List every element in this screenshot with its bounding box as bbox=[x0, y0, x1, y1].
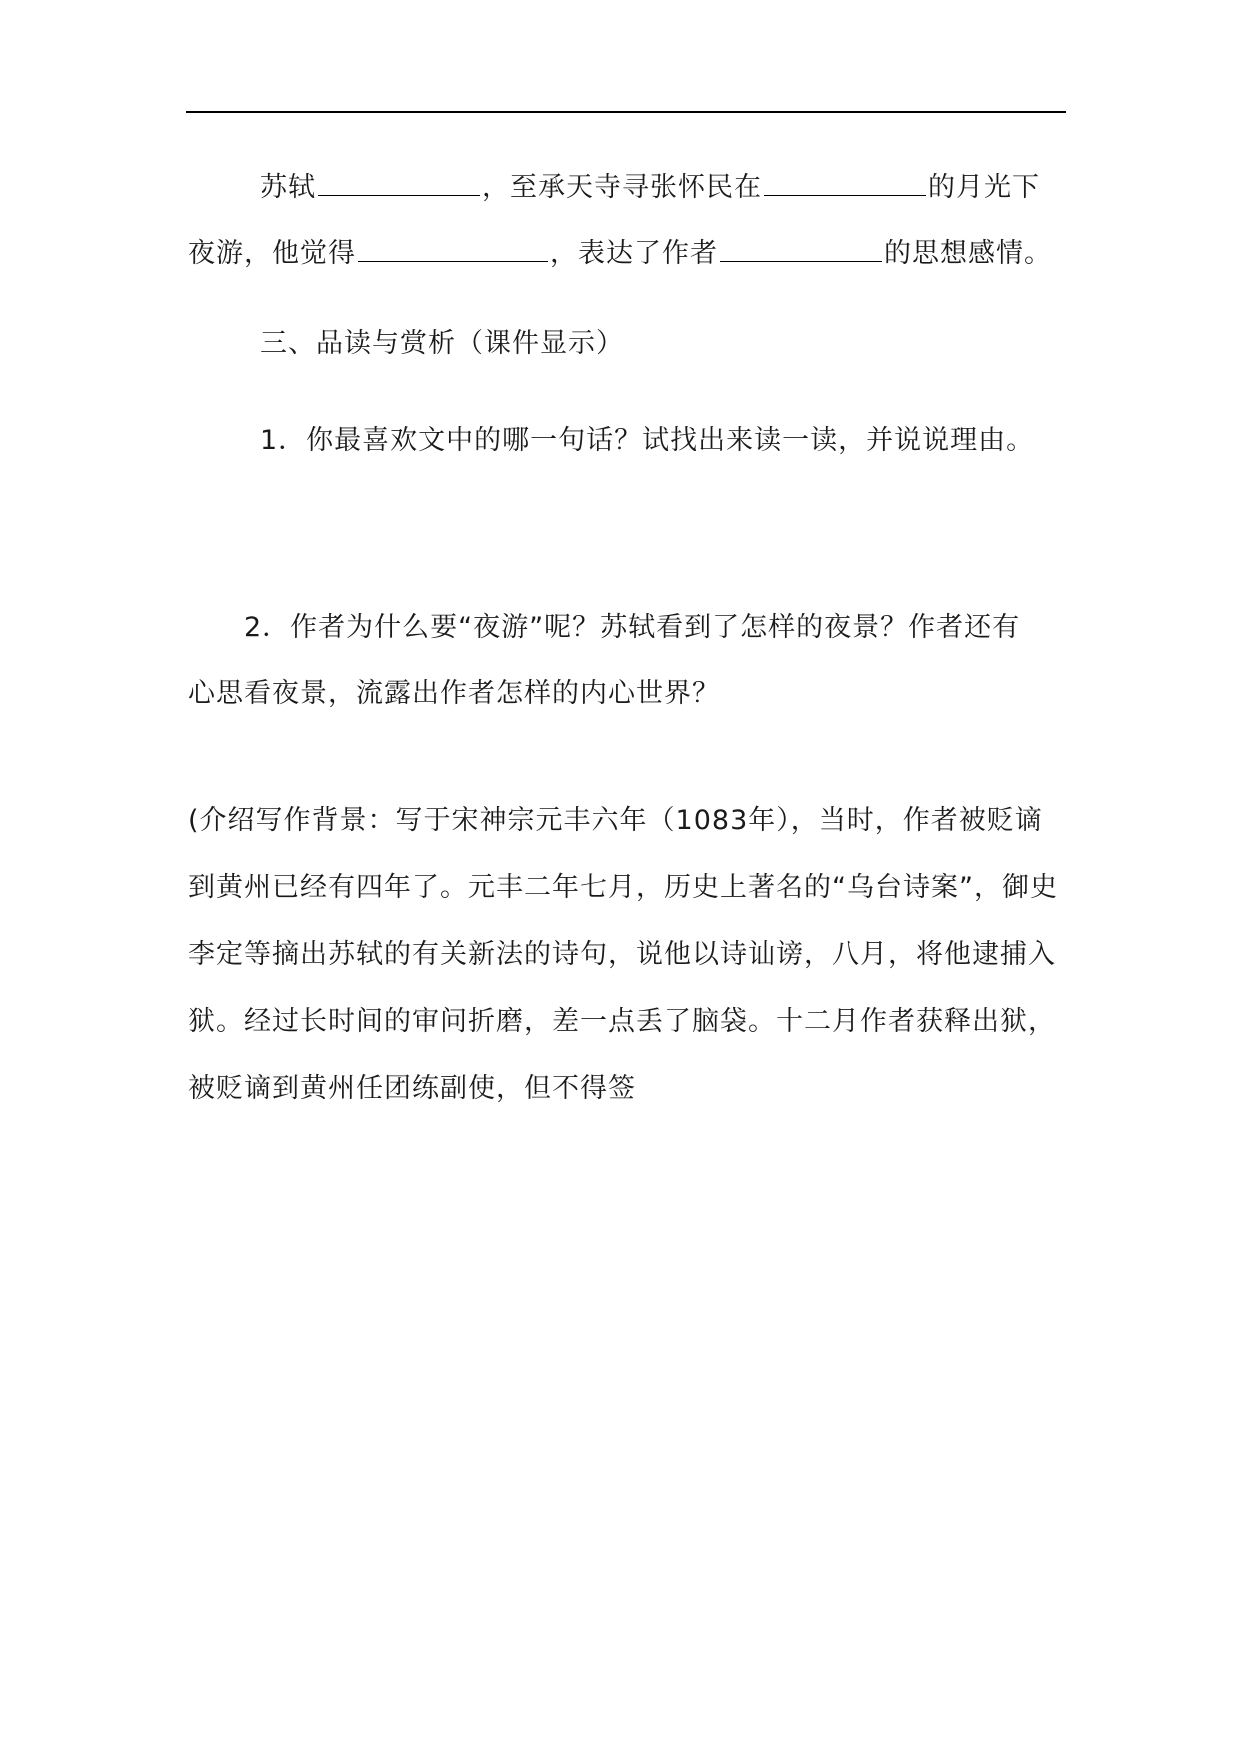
question-2-line-1: 2．作者为什么要“夜游”呢？苏轼看到了怎样的夜景？作者还有 bbox=[244, 612, 1021, 643]
answer-blank[interactable] bbox=[318, 169, 480, 196]
section-heading: 三、品读与赏析（课件显示） bbox=[260, 328, 624, 359]
background-line: 被贬谪到黄州任团练副使，但不得签 bbox=[188, 1073, 636, 1104]
background-line: 狱。经过长时间的审问折磨，差一点丢了脑袋。十二月作者获释出狱， bbox=[188, 1006, 1056, 1037]
question-2-line-2: 心思看夜景，流露出作者怎样的内心世界？ bbox=[188, 678, 720, 709]
text-segment: 的思想感情。 bbox=[884, 238, 1052, 269]
fill-in-line-1 bbox=[260, 169, 1040, 204]
background-line: (介绍写作背景：写于宋神宗元丰六年（1083年），当时，作者被贬谪 bbox=[188, 805, 1043, 836]
text-segment: 的月光下 bbox=[928, 172, 1040, 203]
answer-blank[interactable] bbox=[764, 169, 926, 196]
background-line: 李定等摘出苏轼的有关新法的诗句，说他以诗讪谤，八月，将他逮捕入 bbox=[188, 939, 1056, 970]
fill-in-line-2 bbox=[188, 235, 1052, 270]
text-segment: 苏轼 bbox=[260, 172, 316, 203]
text-segment: ，至承天寺寻张怀民在 bbox=[482, 172, 762, 203]
answer-blank[interactable] bbox=[720, 235, 882, 262]
background-line: 到黄州已经有四年了。元丰二年七月，历史上著名的“乌台诗案”，御史 bbox=[188, 872, 1058, 903]
header-rule bbox=[186, 111, 1066, 113]
text-segment: ，表达了作者 bbox=[550, 238, 718, 269]
text-segment: 夜游，他觉得 bbox=[188, 238, 356, 269]
question-1: 1．你最喜欢文中的哪一句话？试找出来读一读，并说说理由。 bbox=[260, 425, 1035, 456]
answer-blank[interactable] bbox=[358, 235, 548, 262]
